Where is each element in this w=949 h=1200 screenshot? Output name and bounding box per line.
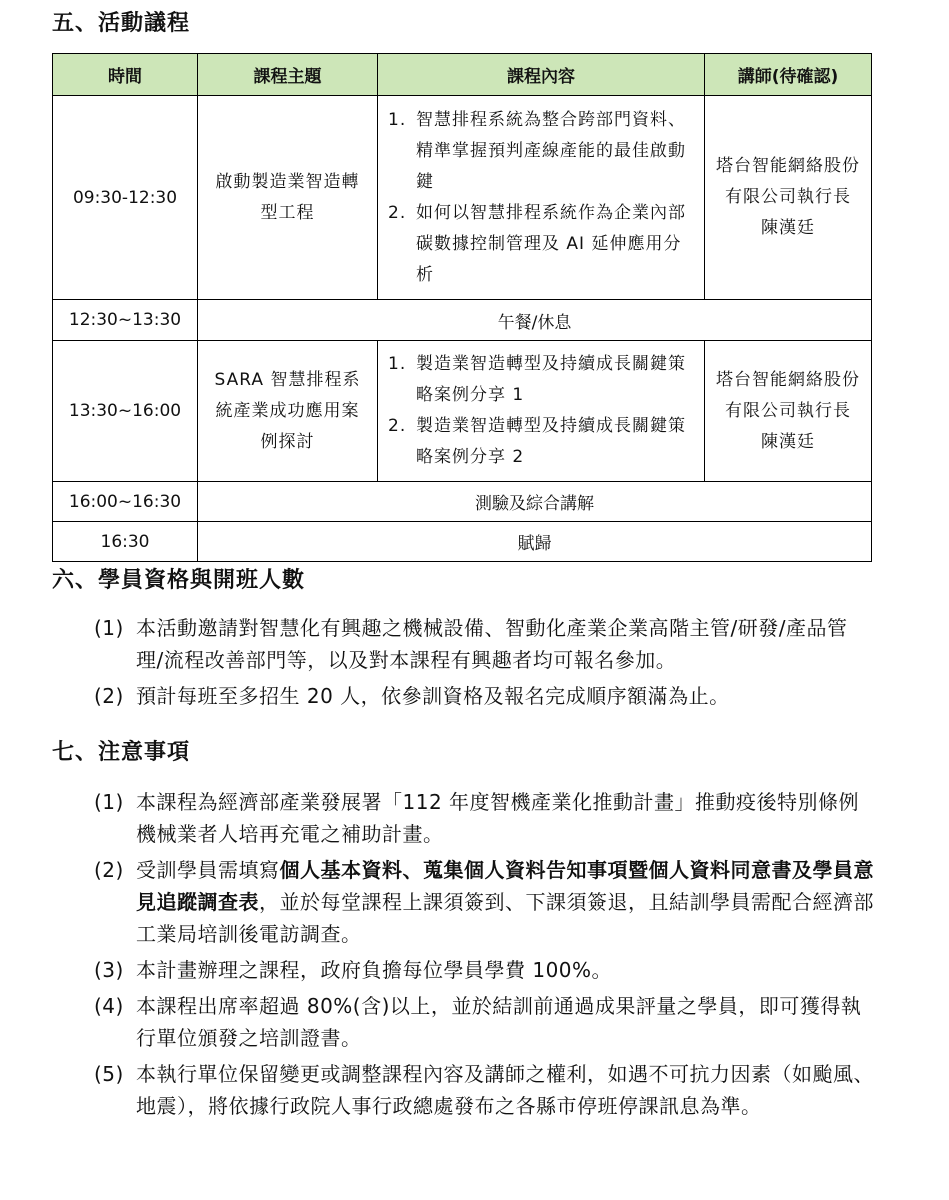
header-speaker: 講師(待確認) (705, 54, 872, 96)
section-heading-eligibility: 六、學員資格與開班人數 (52, 568, 306, 593)
time-cell: 09:30-12:30 (53, 96, 198, 300)
header-time: 時間 (53, 54, 198, 96)
table-row (53, 96, 872, 300)
list-item: (2) 預計每班至多招生 20 人，依參訓資格及報名完成順序額滿為止。 (94, 684, 730, 708)
header-topic: 課程主題 (198, 54, 378, 96)
agenda-table (52, 53, 872, 562)
section-heading-notes: 七、注意事項 (52, 740, 191, 765)
speaker-cell: 塔台智能網絡股份有限公司執行長 陳漢廷 (705, 96, 872, 300)
list-item: (1) 本活動邀請對智慧化有興趣之機械設備、智動化產業企業高階主管/研發/產品管理/流程改善部門等，以及對本課程有興趣者均可報名參加。 (94, 616, 848, 672)
list-item: 2. 製造業智造轉型及持續成長關鍵策略案例分享 2 (388, 416, 686, 467)
time-cell: 12:30~13:30 (53, 300, 198, 341)
section-heading-agenda: 五、活動議程 (52, 11, 191, 36)
list-item: (5) 本執行單位保留變更或調整課程內容及講師之權利，如遇不可抗力因素（如颱風、地震），將依據行政院人事行政總處發布之各縣市停班停課訊息為準。 (94, 1062, 874, 1118)
span-cell: 午餐/休息 (198, 300, 872, 341)
table-header-row (53, 54, 872, 96)
list-item: 2. 如何以智慧排程系統作為企業內部碳數據控制管理及 AI 延伸應用分析 (388, 202, 686, 285)
list-item: (3) 本計畫辦理之課程，政府負擔每位學員學費 100%。 (94, 958, 613, 982)
speaker-cell: 塔台智能網絡股份有限公司執行長 陳漢廷 (705, 341, 872, 482)
table-row (53, 300, 872, 341)
topic-cell: 啟動製造業智造轉型工程 (198, 96, 378, 300)
table-row (53, 522, 872, 562)
list-item: (1) 本課程為經濟部產業發展署「112 年度智機產業化推動計畫」推動疫後特別條例機械業者人培再充電之補助計畫。 (94, 790, 860, 846)
table-row (53, 341, 872, 482)
list-item: (2) 受訓學員需填寫個人基本資料、蒐集個人資料告知事項暨個人資料同意書及學員意見追蹤調查表，並於每堂課程上課須簽到、下課須簽退，且結訓學員需配合經濟部工業局培訓後電訪調查。 (94, 858, 874, 946)
span-cell: 測驗及綜合講解 (198, 482, 872, 522)
table-row (53, 482, 872, 522)
time-cell: 13:30~16:00 (53, 341, 198, 482)
list-item: (4) 本課程出席率超過 80%(含)以上，並於結訓前通過成果評量之學員，即可獲得執行單位頒發之培訓證書。 (94, 994, 862, 1050)
span-cell: 賦歸 (198, 522, 872, 562)
time-cell: 16:00~16:30 (53, 482, 198, 522)
time-cell: 16:30 (53, 522, 198, 562)
content-cell (378, 96, 705, 300)
topic-cell: SARA 智慧排程系統產業成功應用案例探討 (198, 341, 378, 482)
list-item: 1. 智慧排程系統為整合跨部門資料、精準掌握預判產線產能的最佳啟動鍵 (388, 109, 686, 192)
bold-emphasis: 個人基本資料、蒐集個人資料告知事項暨個人資料同意書及學員意見追蹤調查表 (136, 858, 874, 914)
list-item: 1. 製造業智造轉型及持續成長關鍵策略案例分享 1 (388, 354, 686, 405)
header-content: 課程內容 (378, 54, 705, 96)
notes-list (94, 786, 874, 1126)
content-cell (378, 341, 705, 482)
eligibility-list (94, 612, 874, 716)
